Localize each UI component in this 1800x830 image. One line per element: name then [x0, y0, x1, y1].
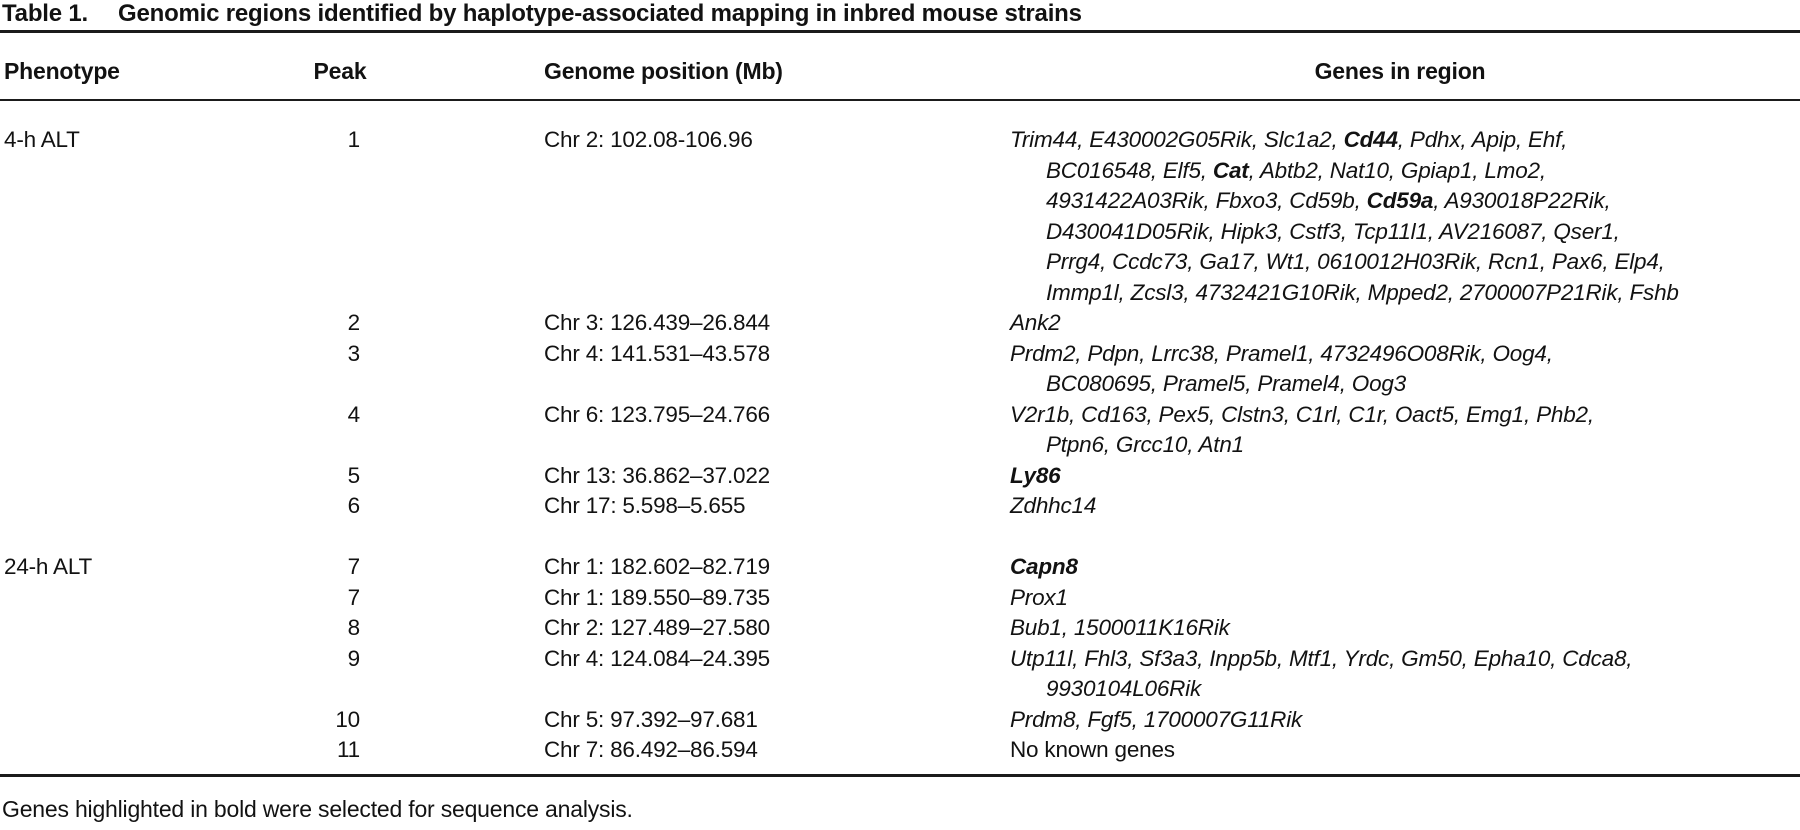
position-cell: Chr 1: 182.602–82.719: [544, 554, 770, 579]
bottom-rule: [0, 774, 1800, 777]
peak-cell: 7: [347, 554, 360, 579]
table-row: [0, 583, 1800, 614]
column-header-row: [0, 58, 1800, 88]
genes-line: Prox1: [1010, 584, 1068, 610]
genes-line: Prdm8, Fgf5, 1700007G11Rik: [1010, 706, 1303, 732]
peak-cell: 11: [337, 737, 360, 762]
bold-gene: Ly86: [1010, 462, 1061, 488]
genes-cell: [1010, 491, 1800, 522]
table-row: [0, 644, 1800, 705]
table-title: Genomic regions identified by haplotype-associated mapping in inbred mouse strains: [118, 0, 1082, 27]
genes-line: Ank2: [1010, 310, 1061, 335]
genes-line: Bub1, 1500011K16Rik: [1010, 615, 1230, 640]
peak-cell: 1: [347, 127, 360, 152]
header-rule: [0, 99, 1800, 101]
peak-cell: 7: [347, 584, 360, 610]
position-cell: Chr 6: 123.795–24.766: [544, 401, 770, 427]
bold-gene: Cd44: [1343, 127, 1398, 152]
peak-cell: 4: [347, 401, 360, 427]
genes-cell: [1010, 613, 1800, 644]
genes-line: Prrg4, Ccdc73, Ga17, Wt1, 0610012H03Rik, Rcn1, Pax6, Elp4,: [1046, 249, 1665, 274]
position-cell: Chr 1: 189.550–89.735: [544, 584, 770, 610]
bold-gene: Cd59a: [1366, 188, 1434, 213]
genes-cell: [1010, 461, 1800, 492]
table-row: [0, 308, 1800, 339]
genes-cell: [1010, 125, 1800, 308]
table-row: [0, 339, 1800, 400]
genes-line: D430041D05Rik, Hipk3, Cstf3, Tcp11l1, AV216087, Qser1,: [1046, 218, 1620, 244]
genes-cell: [1010, 552, 1800, 583]
position-cell: Chr 5: 97.392–97.681: [544, 706, 758, 732]
genes-cell: [1010, 644, 1800, 705]
table-row: [0, 491, 1800, 522]
table-row: [0, 613, 1800, 644]
genes-line: 4931422A03Rik, Fbxo3, Cd59b, Cd59a, A930018P22Rik,: [1046, 188, 1611, 213]
peak-cell: 6: [347, 493, 360, 518]
genes-cell: [1010, 400, 1800, 461]
phenotype-cell: 24-h ALT: [4, 554, 93, 579]
table-footnote: Genes highlighted in bold were selected for sequence analysis.: [2, 796, 633, 822]
table-row: [0, 552, 1800, 583]
genes-line: [1010, 552, 1800, 583]
peak-cell: 9: [347, 645, 360, 671]
bold-gene: Capn8: [1010, 554, 1078, 579]
table-number-label: Table 1.: [2, 0, 88, 27]
position-cell: Chr 2: 102.08-106.96: [544, 127, 753, 152]
position-cell: Chr 4: 124.084–24.395: [544, 645, 770, 671]
table-row: [0, 400, 1800, 461]
top-rule: [0, 30, 1800, 33]
peak-cell: 10: [335, 706, 360, 732]
genes-line: Zdhhc14: [1010, 493, 1097, 518]
column-header-position: Genome position (Mb): [544, 58, 783, 84]
table-row: [0, 125, 1800, 308]
table-row: [0, 735, 1800, 766]
genes-line: Immp1l, Zcsl3, 4732421G10Rik, Mpped2, 2700007P21Rik, Fshb: [1046, 279, 1679, 305]
position-cell: Chr 4: 141.531–43.578: [544, 340, 770, 366]
genes-cell: [1010, 705, 1800, 736]
genes-line: Ptpn6, Grcc10, Atn1: [1046, 432, 1244, 457]
genes-line: V2r1b, Cd163, Pex5, Clstn3, C1rl, C1r, Oact5, Emg1, Phb2,: [1010, 401, 1594, 427]
table-caption: [2, 0, 1082, 28]
genes-cell: [1010, 583, 1800, 614]
column-header-peak: Peak: [313, 58, 367, 84]
phenotype-section: [0, 125, 1800, 522]
position-cell: Chr 13: 36.862–37.022: [544, 462, 770, 488]
genes-cell: [1010, 308, 1800, 339]
table-row: [0, 461, 1800, 492]
peak-cell: 3: [347, 340, 360, 366]
phenotype-cell: 4-h ALT: [4, 127, 80, 152]
genes-cell: [1010, 735, 1800, 766]
column-header-genes: Genes in region: [1314, 58, 1486, 84]
genes-line: [1010, 461, 1800, 492]
position-cell: Chr 3: 126.439–26.844: [544, 310, 770, 335]
position-cell: Chr 17: 5.598–5.655: [544, 493, 746, 518]
genes-line: Trim44, E430002G05Rik, Slc1a2, Cd44, Pdhx, Apip, Ehf,: [1010, 127, 1568, 152]
genes-line: Prdm2, Pdpn, Lrrc38, Pramel1, 4732496O08Rik, Oog4,: [1010, 340, 1553, 366]
position-cell: Chr 7: 86.492–86.594: [544, 737, 758, 762]
peak-cell: 5: [347, 462, 360, 488]
genes-line: BC016548, Elf5, Cat, Abtb2, Nat10, Gpiap1, Lmo2,: [1046, 157, 1546, 183]
peak-cell: 2: [347, 310, 360, 335]
column-header-phenotype: Phenotype: [4, 58, 120, 84]
table-row: [0, 705, 1800, 736]
genes-cell: [1010, 339, 1800, 400]
peak-cell: 8: [347, 615, 360, 640]
genes-line: BC080695, Pramel5, Pramel4, Oog3: [1046, 371, 1407, 396]
genes-line: Utp11l, Fhl3, Sf3a3, Inpp5b, Mtf1, Yrdc, Gm50, Epha10, Cdca8,: [1010, 645, 1633, 671]
phenotype-section: [0, 552, 1800, 766]
genes-line: No known genes: [1010, 737, 1175, 762]
bold-gene: Cat: [1212, 157, 1249, 183]
position-cell: Chr 2: 127.489–27.580: [544, 615, 770, 640]
table-body: [0, 125, 1800, 766]
genes-line: 9930104L06Rik: [1046, 676, 1202, 701]
